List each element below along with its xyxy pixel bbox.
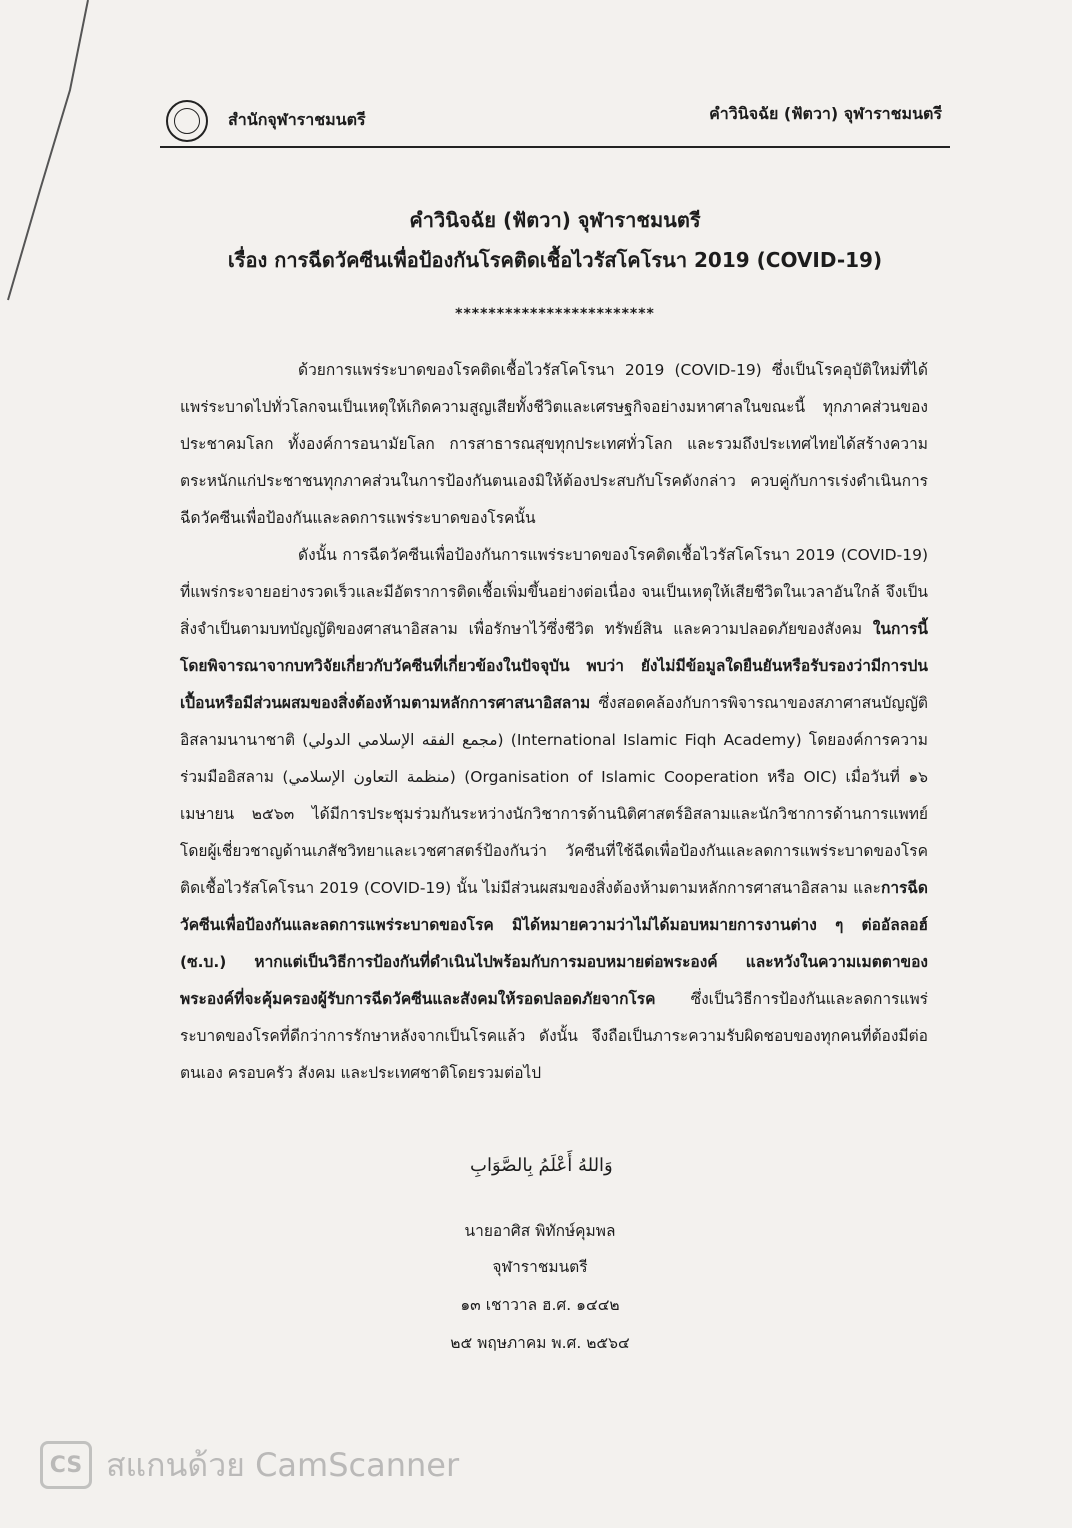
date-buddhist-era: ๒๕ พฤษภาคม พ.ศ. ๒๕๖๔	[450, 1334, 630, 1352]
arabic-oic: منظمة التعاون الإسلامي	[288, 768, 450, 786]
paragraph-2-bold1: ในการนี้ โดยพิจารณาจากบทวิจัยเกี่ยวกับวัคซีนที่เกี่ยวข้องในปัจจุบัน พบว่า ยังไม่มีข้อมูลใดยืนยันหรือรับรองว่ามีการปนเปื้อนหรือมีส่วนผสมของสิ่งต้องห้ามตามหลักการศาสนาอิสลาม	[180, 620, 928, 712]
paragraph-2-part2: ซึ่งสอดคล้องกับการพิจารณาของสภาศาสนบัญญัติอิสลามนานาชาติ (	[180, 694, 928, 749]
header-divider	[160, 146, 950, 148]
closing-dua: وَاللهُ أَعْلَمُ بِالصَّوَابِ	[470, 1155, 613, 1176]
separator: ************************	[455, 306, 655, 322]
document-body	[180, 352, 928, 1092]
paragraph-2-part3: ) (International Islamic Fiqh Academy) โดยองค์การความร่วมมืออิสลาม (	[180, 731, 928, 786]
document-type: คำวินิจฉัย (ฟัตวา) จุฬาราชมนตรี	[709, 104, 942, 123]
letterhead	[160, 96, 950, 148]
office-name: สำนักจุฬาราชมนตรี	[228, 110, 366, 129]
date-hijri: ๑๓ เชาวาล ฮ.ศ. ๑๔๔๒	[460, 1296, 620, 1314]
signatory-name: นายอาศิส พิทักษ์คุมพล	[464, 1222, 616, 1240]
paragraph-2	[180, 537, 928, 1092]
arabic-fiqh-academy: مجمع الفقه الإسلامي الدولي	[308, 731, 498, 749]
paragraph-1: ด้วยการแพร่ระบาดของโรคติดเชื้อไวรัสโคโรนา 2019 (COVID-19) ซึ่งเป็นโรคอุบัติใหม่ที่ได้แพร่ระบาดไปทั่วโลกจนเป็นเหตุให้เกิดความสูญเสียทั้งชีวิตและเศรษฐกิจอย่างมหาศาลในขณะนี้ ทุกภาคส่วนของประชาคมโลก ทั้งองค์การอนามัยโลก การสาธารณสุขทุกประเทศทั่วโลก และรวมถึงประเทศไทยได้สร้างความตระหนักแก่ประชาชนทุกภาคส่วนในการป้องกันตนเองมิให้ต้องประสบกับโรคดังกล่าว ควบคู่กับการเร่งดำเนินการฉีดวัคซีนเพื่อป้องกันและลดการแพร่ระบาดของโรคนั้น	[180, 361, 928, 527]
document-subject: เรื่อง การฉีดวัคซีนเพื่อป้องกันโรคติดเชื้อไวรัสโคโรนา 2019 (COVID-19)	[227, 248, 883, 272]
paragraph-2-bold2: การฉีดวัคซีนเพื่อป้องกันและลดการแพร่ระบาดของโรค มิได้หมายความว่าไม่ได้มอบหมายการงานต่าง ๆ ต่ออัลลอฮ์ (ซ.บ.) หากแต่เป็นวิธีการป้องกันที่ดำเนินไปพร้อมกับการมอบหมายต่อพระองค์ และหวังในความเมตตาของพระองค์ที่จะคุ้มครองผู้รับการฉีดวัคซีนและสังคมให้รอดปลอดภัยจากโรค	[180, 879, 928, 1008]
document-title: คำวินิจฉัย (ฟัตวา) จุฬาราชมนตรี	[409, 208, 701, 232]
signatory-position: จุฬาราชมนตรี	[492, 1258, 588, 1276]
camscanner-logo-icon: CS	[40, 1441, 92, 1489]
camscanner-watermark	[40, 1440, 459, 1490]
paragraph-2-part1: ดังนั้น การฉีดวัคซีนเพื่อป้องกันการแพร่ระบาดของโรคติดเชื้อไวรัสโคโรนา 2019 (COVID-19) ที่แพร่กระจายอย่างรวดเร็วและมีอัตราการติดเชื้อเพิ่มขึ้นอย่างต่อเนื่อง จนเป็นเหตุให้เสียชีวิตในเวลาอันใกล้ จึงเป็นสิ่งจำเป็นตามบทบัญญัติของศาสนาอิสลาม เพื่อรักษาไว้ซึ่งชีวิต ทรัพย์สิน และความปลอดภัยของสังคม	[180, 546, 928, 638]
paragraph-2-part4: ) (Organisation of Islamic Cooperation หรือ OIC) เมื่อวันที่ ๑๖ เมษายน ๒๕๖๓ ได้มีการประชุมร่วมกันระหว่างนักวิชาการด้านนิติศาสตร์อิสลามและนักวิชาการด้านการแพทย์ โดยผู้เชี่ยวชาญด้านเภสัชวิทยาและเวชศาสตร์ป้องกันว่า วัคซีนที่ใช้ฉีดเพื่อป้องกันและลดการแพร่ระบาดของโรคติดเชื้อไวรัสโคโรนา 2019 (COVID-19) นั้น ไม่มีส่วนผสมของสิ่งต้องห้ามตามหลักการศาสนาอิสลาม และ	[180, 768, 928, 897]
office-seal-icon	[166, 100, 208, 142]
watermark-text: สแกนด้วย CamScanner	[106, 1445, 460, 1484]
paper-fold-edge	[0, 0, 90, 320]
paragraph-2-part5: ซึ่งเป็นวิธีการป้องกันและลดการแพร่ระบาดของโรคที่ดีกว่าการรักษาหลังจากเป็นโรคแล้ว ดังนั้น จึงถือเป็นภาระความรับผิดชอบของทุกคนที่ต้องมีต่อตนเอง ครอบครัว สังคม และประเทศชาติโดยรวมต่อไป	[180, 990, 928, 1082]
